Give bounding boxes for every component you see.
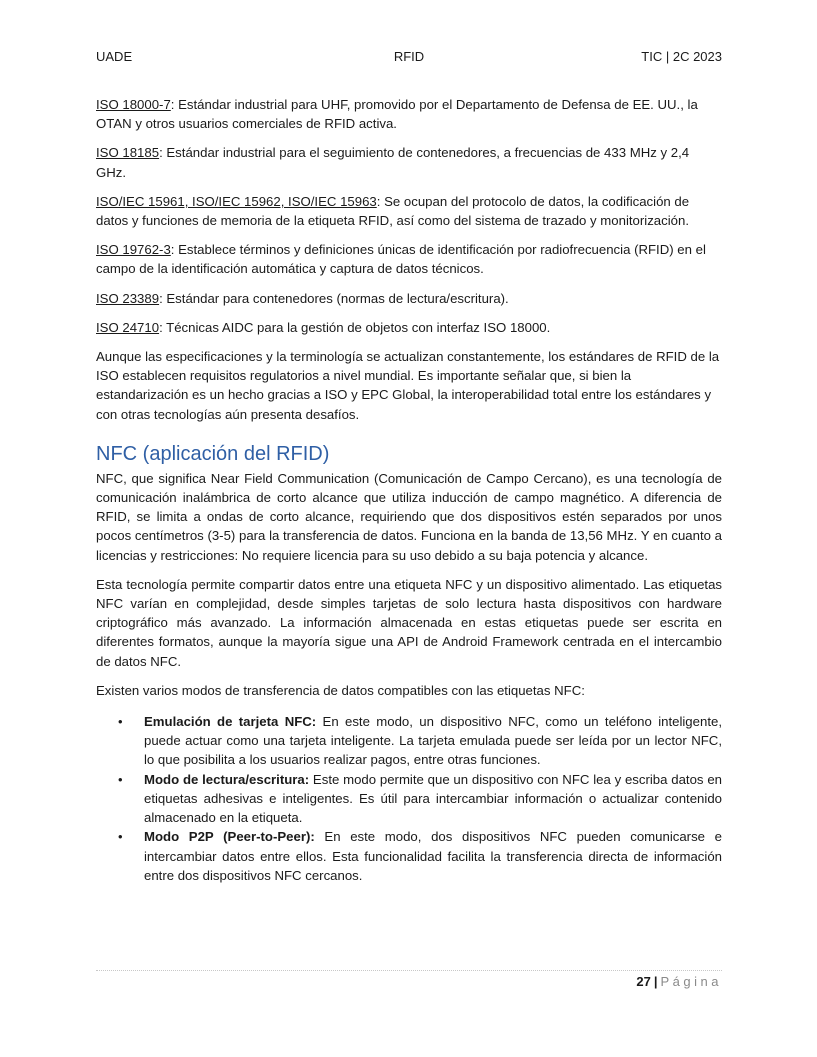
standard-description: : Estándar industrial para UHF, promovido por el Departamento de Defensa de EE. UU., la OTAN y otros usuarios comerciales de RFID activa.	[96, 97, 698, 132]
standard-code: ISO 18000-7	[96, 97, 171, 112]
page-label: Página	[660, 974, 722, 989]
mode-title: Emulación de tarjeta NFC:	[144, 714, 317, 730]
page-number: 27	[636, 974, 651, 989]
header-course: TIC | 2C 2023	[641, 49, 722, 64]
footer-divider	[96, 970, 722, 971]
nfc-tags-paragraph: Esta tecnología permite compartir datos entre una etiqueta NFC y un dispositivo alimentado. Las etiquetas NFC varían en complejidad, desde simples tarjetas de solo lectura hasta dispositivos con hardware criptográfico más avanzado. La información almacenada en estas etiquetas puede ser escrita en diferentes formatos, aunque la mayoría sigue una API de Android Framework centrada en el intercambio de datos NFC.	[96, 576, 722, 669]
bullet-icon: •	[118, 829, 123, 845]
page-body	[96, 95, 722, 885]
standard-item	[96, 143, 722, 181]
nfc-modes-intro: Existen varios modos de transferencia de datos compatibles con las etiquetas NFC:	[96, 682, 585, 698]
footer-separator: |	[653, 974, 658, 989]
standard-item	[96, 318, 722, 337]
mode-description: Este modo permite que un dispositivo con NFC lea y escriba datos en etiquetas adhesivas e inteligentes. Es útil para intercambiar información o actualizar contenido almacenado en la etiqueta.	[144, 771, 722, 826]
standard-description: : Establece términos y definiciones únicas de identificación por radiofrecuencia (RFID) en el campo de la identificación automática y captura de datos técnicos.	[96, 242, 706, 277]
standard-code: ISO 23389	[96, 290, 160, 306]
page-header	[96, 49, 722, 69]
nfc-modes-list	[96, 712, 722, 885]
standard-item	[96, 289, 722, 308]
bullet-icon: •	[118, 771, 123, 787]
standard-item	[96, 240, 722, 278]
standard-description: : Estándar para contenedores (normas de lectura/escritura).	[159, 290, 509, 306]
standard-description: : Se ocupan del protocolo de datos, la codificación de datos y funciones de memoria de la etiqueta RFID, así como del sistema de trazado y monitorización.	[96, 193, 690, 229]
list-item	[96, 770, 722, 828]
standard-code: ISO 18185	[96, 145, 160, 161]
standard-code: ISO 19762-3	[96, 242, 171, 258]
header-institution: UADE	[96, 49, 133, 64]
mode-title: Modo de lectura/escritura:	[144, 771, 310, 787]
standard-code: ISO/IEC 15961, ISO/IEC 15962, ISO/IEC 15963	[96, 193, 377, 209]
summary-paragraph: Aunque las especificaciones y la terminología se actualizan constantemente, los estándares de RFID de la ISO establecen requisitos regulatorios a nivel mundial. Es importante señalar que, si bien la estandarización es un hecho gracias a ISO y EPC Global, la interoperabilidad total entre los estándares y con otras tecnologías aún presenta desafíos.	[96, 349, 720, 422]
mode-title: Modo P2P (Peer-to-Peer):	[144, 829, 315, 845]
section-heading-nfc: NFC (aplicación del RFID)	[96, 442, 330, 465]
standard-description: : Técnicas AIDC para la gestión de objetos con interfaz ISO 18000.	[159, 319, 551, 335]
mode-description: En este modo, dos dispositivos NFC pueden comunicarse e intercambiar datos entre ellos. Esta funcionalidad facilita la transferencia directa de información entre dos dispositivos NFC cercanos.	[144, 829, 722, 883]
list-item	[96, 712, 722, 770]
standard-code: ISO 24710	[96, 319, 160, 335]
page-footer	[636, 974, 722, 989]
header-topic: RFID	[393, 49, 425, 64]
standard-item	[96, 192, 722, 230]
list-item	[96, 827, 722, 885]
standard-item	[96, 95, 722, 133]
mode-description: En este modo, un dispositivo NFC, como un teléfono inteligente, puede actuar como una tarjeta inteligente. La tarjeta emulada puede ser leída por un lector NFC, lo que posibilita a los usuarios realizar pagos, entre otras funciones.	[144, 714, 722, 768]
nfc-intro-paragraph: NFC, que significa Near Field Communication (Comunicación de Campo Cercano), es una tecnología de comunicación inalámbrica de corto alcance que utiliza inducción de campo magnético. A diferencia de RFID, se limita a ondas de corto alcance, requiriendo que dos dispositivos estén separados por unos pocos centímetros (3-5) para la transferencia de datos. Funciona en la banda de 13,56 MHz. Y en cuanto a licencias y restricciones: No requiere licencia para su uso debido a su baja potencia y alcance.	[96, 470, 722, 563]
bullet-icon: •	[118, 714, 123, 730]
standard-description: : Estándar industrial para el seguimiento de contenedores, a frecuencias de 433 MHz y 2,4 GHz.	[96, 145, 690, 180]
